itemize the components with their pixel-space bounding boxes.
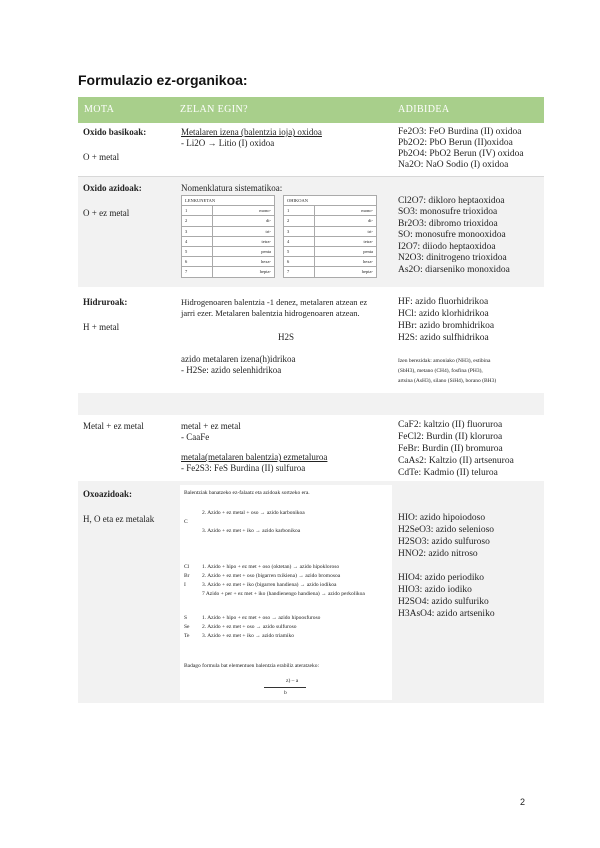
prefix-table-left — [181, 195, 275, 278]
how-line: Metalaren izena (balentzia ioja) oxidoa — [181, 127, 322, 137]
how-line: jarri ezer. Metalaren balentzia hidrogenoaren atzean. — [181, 308, 360, 318]
box-rule: 7 Azido + per + ez met + iko (handienengo handiena) → azido perkolikoa — [202, 591, 365, 597]
table-cell: 2 — [182, 216, 213, 226]
table-cell: mono- — [212, 206, 274, 216]
box-side-mark: C — [184, 519, 188, 525]
table-cell: di- — [212, 216, 274, 226]
special-names-note: Izen berezidak: amoniako (NH3), estibina — [398, 358, 491, 364]
box-rule: 3. Azido + ez met + iko → azido triamiko — [202, 633, 295, 639]
example-line: H2SO4: azido sulfuriko — [398, 597, 489, 607]
example-line: HIO3: azido iodiko — [398, 585, 472, 595]
row-name-oxoazidoak: Oxoazidoak: — [83, 489, 133, 499]
row-name-oxido-azidoak: Oxido azidoak: — [83, 183, 142, 193]
box-rule: 2. Azido + ez met + oso → azido sulfuroso — [202, 624, 297, 630]
how-line: metala(metalaren balentzia) ezmetaluroa — [181, 452, 328, 462]
row-name-oxido-basikoak: Oxido basikoak: — [83, 127, 147, 137]
box-side-mark: I — [184, 582, 186, 588]
table-cell: 6 — [284, 257, 315, 267]
special-names-note: artsina (AsH3), silano (SiH4), borano (BH3) — [398, 378, 497, 384]
table-cell: hexa- — [212, 257, 274, 267]
example-line: H2SeO3: azido selenioso — [398, 525, 495, 535]
how-line: azido metalaren izena(h)idrikoa — [181, 354, 296, 364]
box-rule: 3. Azido + ez met + iko → azido karbonikoa — [202, 528, 301, 534]
example-line: Fe2O3: FeO Burdina (II) oxidoa — [398, 127, 522, 137]
table-cell: 3 — [182, 226, 213, 236]
table-cell: 6 — [182, 257, 213, 267]
example-line: HIO: azido hipoiodoso — [398, 513, 486, 523]
page-number: 2 — [520, 797, 526, 807]
example-line: HF: azido fluorhidrikoa — [398, 297, 489, 307]
box-side-mark: Br — [184, 573, 190, 579]
table-cell: penta — [314, 246, 376, 256]
table-cell: tri- — [212, 226, 274, 236]
how-line: Hidrogenoaren balentzia -1 denez, metalaren atzean ez — [181, 297, 368, 307]
box-rule: 1. Azido + hipo + ez met + oso → azido hipoosfuroso — [202, 615, 321, 621]
example-line: I2O7: diiodo heptaoxidoa — [398, 242, 496, 252]
box-side-mark: S — [184, 615, 188, 621]
box-rule: 3. Azido + ez met + iko (bigarren handiena) → azido iodikoa — [202, 582, 337, 588]
example-line: HCl: azido klorhidrikoa — [398, 309, 489, 319]
example-line: Br2O3: dibromo trioxidoa — [398, 219, 498, 229]
table-cell: 7 — [284, 267, 315, 277]
example-line: HBr: azido bromhidrikoa — [398, 321, 495, 331]
nomenclature-title: Nomenklatura sistematikoa: — [181, 183, 283, 193]
example-line: SO: monosufre monooxidoa — [398, 230, 506, 240]
box-intro: Balentziak banatzeko ez-falaatz eta azidoak sortzeko era. — [184, 490, 310, 496]
table-cell: tetra- — [314, 236, 376, 246]
example-line: H2S: azido sulfhidrikoa — [398, 333, 489, 343]
example-line: HIO4: azido periodiko — [398, 573, 485, 583]
table-cell: 5 — [284, 246, 315, 256]
box-rule: 2. Azido + ez metal + oso → azido karbonikoa — [202, 510, 305, 516]
box-side-mark: Se — [184, 624, 190, 630]
header-zelan-egin: ZELAN EGIN? — [180, 104, 248, 115]
table-cell: 1 — [182, 206, 213, 216]
table-cell: hepta- — [314, 267, 376, 277]
table-cell: 4 — [284, 236, 315, 246]
example-line: Pb2O2: PbO Berun (II)oxidoa — [398, 138, 513, 148]
example-line: CaAs2: Kaltzio (II) artsenuroa — [398, 456, 514, 466]
prefix-table-header: LENKUNETAN — [182, 196, 275, 206]
table-cell: 1 — [284, 206, 315, 216]
fraction-top: z) – a — [286, 678, 299, 684]
empty-row-band — [78, 393, 544, 415]
how-line: - H2Se: azido selenhidrikoa — [181, 365, 282, 375]
page-title: Formulazio ez-organikoa: — [78, 72, 248, 88]
header-adibidea: ADIBIDEA — [398, 104, 450, 115]
table-cell: hepta- — [212, 267, 274, 277]
table-cell: 3 — [284, 226, 315, 236]
table-cell: 2 — [284, 216, 315, 226]
how-line: metal + ez metal — [181, 421, 241, 431]
table-cell: penta — [212, 246, 274, 256]
example-line: H3AsO4: azido artseniko — [398, 609, 495, 619]
example-line: HNO2: azido nitroso — [398, 549, 478, 559]
table-cell: tetra- — [212, 236, 274, 246]
box-rule: 1. Azido + hipo + ez met + oso (oktetan) → azido hipokloroso — [202, 564, 340, 570]
example-line: Cl2O7: dikloro heptaoxidoa — [398, 196, 505, 206]
example-line: Pb2O4: PbO2 Berun (IV) oxidoa — [398, 149, 524, 159]
table-cell: hexa- — [314, 257, 376, 267]
example-line: CaF2: kaltzio (II) fluoruroa — [398, 420, 503, 430]
fraction-line — [264, 687, 306, 688]
table-cell: di- — [314, 216, 376, 226]
example-line: H2SO3: azido sulfuroso — [398, 537, 490, 547]
example-line: FeCl2: Burdin (II) kloruroa — [398, 432, 503, 442]
center-formula: H2S — [278, 332, 295, 342]
table-cell: 5 — [182, 246, 213, 256]
table-cell: mono- — [314, 206, 376, 216]
table-cell: tri- — [314, 226, 376, 236]
row-formula-oxido-basikoak: O + metal — [83, 152, 120, 162]
how-line: - CaaFe — [181, 432, 210, 442]
example-line: Na2O: NaO Sodio (I) oxidoa — [398, 160, 509, 170]
prefix-table-right — [283, 195, 377, 278]
how-line: - Li2O → Litio (I) oxidoa — [181, 138, 275, 148]
prefix-table-header: OHIKOAN — [284, 196, 377, 206]
special-names-note: (SbH3), metano (CH4), fosfina (PH3), — [398, 368, 483, 374]
row-formula-oxoazidoak: H, O eta ez metalak — [83, 514, 155, 524]
example-line: CdTe: Kadmio (II) teluroa — [398, 468, 498, 478]
box-rule: 2. Azido + ez met + oso (bigarren txikiena) → azido bromosoa — [202, 573, 341, 579]
example-line: As2O: diarseniko monoxidoa — [398, 265, 510, 275]
box-side-mark: Cl — [184, 564, 190, 570]
example-line: FeBr: Burdin (II) bromuroa — [398, 444, 503, 454]
row-formula-hidruroak: H + metal — [83, 322, 120, 332]
box-footer: Badago formula bat elementuen balentzia erabiliz ateratzeko: — [184, 663, 319, 669]
header-mota: MOTA — [84, 104, 115, 115]
box-side-mark: Te — [184, 633, 190, 639]
row-name-hidruroak: Hidruroak: — [83, 297, 128, 307]
table-cell: 4 — [182, 236, 213, 246]
example-line: N2O3: dinitrogeno trioxidoa — [398, 253, 507, 263]
how-line: - Fe2S3: FeS Burdina (II) sulfuroa — [181, 463, 306, 473]
table-cell: 7 — [182, 267, 213, 277]
oxoacid-rules-box — [180, 485, 392, 700]
row-name-metal-ez-metal: Metal + ez metal — [83, 421, 144, 431]
example-line: SO3: monosufre trioxidoa — [398, 207, 498, 217]
table-header — [78, 97, 544, 123]
fraction-bottom: b — [284, 690, 287, 696]
row-formula-oxido-azidoak: O + ez metal — [83, 208, 130, 218]
